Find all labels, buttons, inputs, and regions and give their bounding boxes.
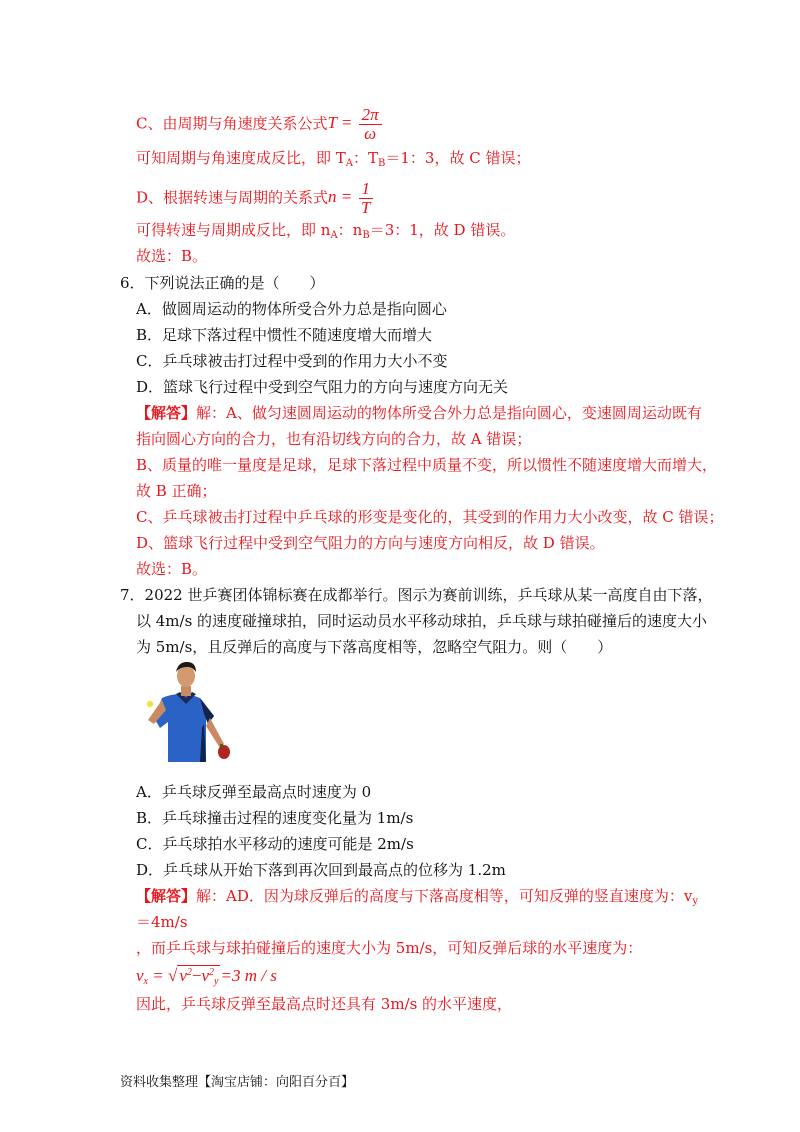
q7-option-b: B．乒乓球撞击过程的速度变化量为 1m/s xyxy=(136,809,414,827)
q6-answer-line-2: 指向圆心方向的合力，也有沿切线方向的合力，故 A 错误； xyxy=(136,430,532,448)
q6-answer-line-1: 【解答】解：A、做匀速圆周运动的物体所受合外力总是指向圆心，变速圆周运动既有 xyxy=(136,404,702,422)
q7-answer-line-1: 【解答】解：AD．因为球反弹后的高度与下落高度相等，可知反弹的竖直速度为：$v_y$ xyxy=(136,887,699,907)
prev-c-line xyxy=(136,106,382,143)
prev-c-prefix: C、由周期与角速度关系公式 xyxy=(136,114,328,133)
q7-option-d: D．乒乓球从开始下落到再次回到最高点的位移为 1.2m xyxy=(136,861,506,879)
prev-choice: 故选：B。 xyxy=(136,247,208,265)
q6-stem: 6．下列说法正确的是（ ） xyxy=(120,274,325,292)
prev-d-line xyxy=(136,180,373,217)
q6-option-b: B．足球下落过程中惯性不随速度增大而增大 xyxy=(136,326,433,344)
prev-d-conclusion: 可得转速与周期成反比，即 $n_A$：$n_B=3$：1，故 D 错误。 xyxy=(136,221,516,241)
paddle xyxy=(218,745,230,759)
prev-d-formula: n = $\frac{1}{T}$ xyxy=(328,187,373,206)
q7-answer-line-5: 因此，乒乓球反弹至最高点时还具有 3m/s 的水平速度， xyxy=(136,995,513,1013)
q7-stem-line-3: 为 5m/s，且反弹后的高度与下落高度相等，忽略空气阻力。则（ ） xyxy=(136,638,613,656)
q7-stem-line-1: 7．2022 世乒赛团体锦标赛在成都举行。图示为赛前训练，乒乓球从某一高度自由下落， xyxy=(120,586,713,604)
q6-option-c: C．乒乓球被击打过程中受到的作用力大小不变 xyxy=(136,352,448,370)
q6-answer-tag: 【解答】 xyxy=(136,404,197,422)
q6-answer-line-4: 故 B 正确； xyxy=(136,482,217,500)
prev-d-prefix: D、根据转速与周期的关系式 xyxy=(136,188,329,207)
q6-option-d: D．篮球飞行过程中受到空气阻力的方向与速度方向无关 xyxy=(136,378,509,396)
q7-answer-line-2: ＝4m/s xyxy=(136,913,188,931)
page-footer: 资料收集整理【淘宝店铺：向阳百分百】 xyxy=(120,1075,355,1090)
q6-answer-line-5: C、乒乓球被击打过程中乒乓球的形变是变化的，其受到的作用力大小改变，故 C 错误； xyxy=(136,508,724,526)
q7-answer-tag: 【解答】 xyxy=(136,887,197,905)
q7-stem-line-2: 以 4m/s 的速度碰撞球拍，同时运动员水平移动球拍，乒乓球与球拍碰撞后的速度大小 xyxy=(136,612,708,630)
q6-answer-line-7: 故选：B。 xyxy=(136,560,208,578)
radicand: $v^2-v^2_y$ xyxy=(179,966,219,987)
q6-answer-line-6: D、篮球飞行过程中受到空气阻力的方向与速度方向相反，故 D 错误。 xyxy=(136,534,605,552)
q6-answer-line-3: B、质量的唯一量度是足球，足球下落过程中质量不变，所以惯性不随速度增大而增大， xyxy=(136,456,718,474)
q7-vx-formula: $v_x$ = √ $v^2-v^2_y =3$ m / s xyxy=(136,966,277,987)
q7-option-c: C．乒乓球拍水平移动的速度可能是 2m/s xyxy=(136,835,414,853)
prev-c-conclusion: 可知周期与角速度成反比，即 $T_A$：$T_B=1$：3，故 C 错误； xyxy=(136,149,531,169)
ping-pong-ball xyxy=(147,701,153,707)
q7-option-a: A．乒乓球反弹至最高点时速度为 0 xyxy=(136,783,372,801)
sqrt-icon: √ xyxy=(167,966,178,985)
q7-answer-line-3: ，而乒乓球与球拍碰撞后的速度大小为 5m/s，可知反弹后球的水平速度为： xyxy=(136,939,643,957)
prev-c-formula: T = $\frac{2\pi}{\omega}$ xyxy=(327,113,381,132)
q6-option-a: A．做圆周运动的物体所受合外力总是指向圆心 xyxy=(136,300,447,318)
table-tennis-player-image xyxy=(140,658,232,770)
